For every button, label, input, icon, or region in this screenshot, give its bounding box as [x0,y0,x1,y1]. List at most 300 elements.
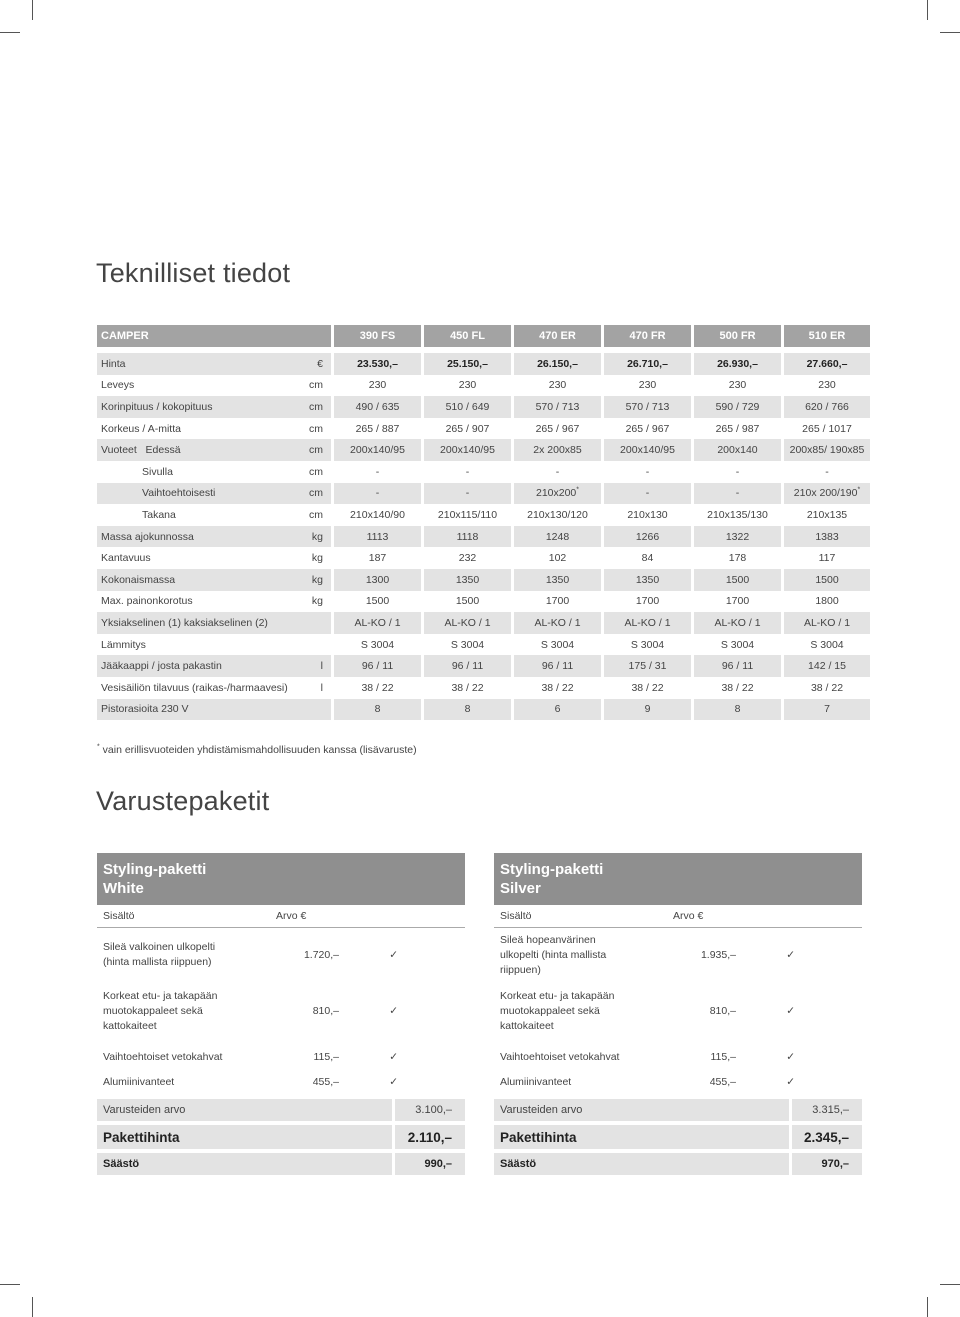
package-price: 2.345,– [803,1129,849,1145]
package-price-row [494,1125,862,1149]
equipment-value-label: Varusteiden arvo [97,1099,395,1121]
spec-row-unit [309,699,334,721]
spec-cell-value: 210x140/90 [350,508,405,521]
spec-cell-value: - [645,465,650,478]
spec-cell-value: 265 / 887 [355,422,400,435]
spec-row [97,677,870,699]
spec-cell-value: 1350 [635,573,660,586]
package-item [494,985,862,1037]
check-icon: ✓ [786,1051,795,1063]
spec-cell [424,439,514,461]
crop-mark [940,1284,960,1285]
spec-header-row [97,325,870,347]
model-header: 450 FL [424,325,514,347]
spec-cell [424,677,514,699]
spec-row [97,375,870,397]
spec-row-label: Lämmitys [97,634,309,656]
spec-cell [694,461,784,483]
spec-cell [694,418,784,440]
spec-cell-value: 570 / 713 [625,400,670,413]
package-item [97,1071,465,1093]
spec-cell-value: S 3004 [720,638,755,651]
model-header: 470 ER [514,325,604,347]
spec-cell [334,569,424,591]
package-subtitle: White [103,880,144,897]
spec-cell [784,418,870,440]
spec-cell [694,483,784,505]
spec-cell [424,612,514,634]
spec-cell-value: - [735,465,740,478]
spec-cell [604,634,694,656]
spec-cell [694,504,784,526]
spec-cell [514,591,604,613]
spec-cell [424,461,514,483]
footnote-mark: * [576,486,580,494]
spec-cell-value: 200x140 [717,444,758,457]
check-icon: ✓ [389,1005,398,1017]
package-card [97,853,465,1175]
spec-cell [514,483,604,505]
package-item-name: Vaihtoehtoiset vetokahvat [103,1050,223,1063]
spec-cell-value: - [375,487,380,500]
spec-cell [694,353,784,375]
check-icon: ✓ [389,1051,398,1063]
spec-cell-value: 200x85/ 190x85 [789,444,865,457]
spec-cell-value: 1350 [545,573,570,586]
spec-cell [784,591,870,613]
spec-row [97,504,870,526]
spec-cell [514,526,604,548]
spec-row [97,439,870,461]
spec-cell-value: 590 / 729 [715,400,760,413]
spec-cell [334,418,424,440]
spec-cell-value: 570 / 713 [535,400,580,413]
spec-cell-value: 1350 [455,573,480,586]
spec-cell [334,439,424,461]
spec-row [97,547,870,569]
spec-cell [784,504,870,526]
spec-cell [784,699,870,721]
spec-cell-value: 178 [728,552,747,565]
spec-cell-value: 26.710,– [627,357,668,370]
package-columns [97,905,465,928]
spec-row-label: Sivulla [97,461,309,483]
spec-cell-value: 96 / 11 [451,660,484,673]
spec-cell [424,655,514,677]
spec-cell-value: 230 [548,379,567,392]
spec-cell-value: 23.530,– [357,357,398,370]
footnote-mark: * [97,743,100,751]
spec-cell-value: 230 [728,379,747,392]
package-item-price: 810,– [312,1005,339,1017]
spec-row [97,396,870,418]
spec-cell [424,483,514,505]
spec-cell-value: 38 / 22 [631,681,664,694]
spec-row-label: Vaihtoehtoisesti [97,483,309,505]
spec-cell [514,353,604,375]
spec-cell [604,418,694,440]
spec-cell-value: 200x140/95 [620,444,675,457]
spec-cell-value: 96 / 11 [721,660,754,673]
spec-cell-value: 26.930,– [717,357,758,370]
package-item-price: 455,– [709,1076,736,1088]
package-columns [494,905,862,928]
savings-value: 990,– [424,1158,452,1170]
spec-row-label: Hinta [97,353,309,375]
spec-row [97,418,870,440]
package-item-price: 115,– [710,1051,736,1063]
spec-cell [334,375,424,397]
spec-cell-value: 1383 [815,530,839,543]
spec-cell [424,418,514,440]
model-header: 390 FS [334,325,424,347]
spec-cell [784,569,870,591]
spec-row-label: Vesisäiliön tilavuus (raikas-/harmaavesi) [97,677,309,699]
savings-row [97,1153,465,1175]
spec-cell-value: S 3004 [360,638,395,651]
spec-cell [514,439,604,461]
spec-cell-value: - [465,465,470,478]
check-icon: ✓ [389,949,398,961]
spec-cell-value: 7 [824,703,830,716]
spec-cell [784,483,870,505]
spec-row [97,526,870,548]
spec-row-label: Max. painonkorotus [97,591,309,613]
spec-cell-value: 26.150,– [537,357,578,370]
check-icon: ✓ [786,1005,795,1017]
equipment-value: 3.315,– [812,1104,849,1116]
spec-cell-value: 265 / 967 [625,422,670,435]
package-header [494,853,862,905]
spec-cell [424,396,514,418]
spec-cell-value: 210x200 [535,487,577,500]
spec-cell-value: 102 [548,552,567,565]
spec-cell [514,677,604,699]
page-title-packages: Varustepaketit [96,786,270,816]
spec-row [97,612,870,634]
spec-cell-value: 1118 [456,530,479,543]
spec-cell-value: AL-KO / 1 [354,616,401,629]
spec-cell [334,634,424,656]
spec-cell [784,353,870,375]
package-card [494,853,862,1175]
spec-cell [694,612,784,634]
package-price-label: Pakettihinta [97,1125,395,1149]
spec-cell [604,569,694,591]
spec-cell-value: - [555,465,560,478]
spec-cell-value: 1300 [365,573,390,586]
spec-cell-value: - [465,487,470,500]
spec-cell-value: 230 [818,379,836,392]
spec-cell-value: 84 [641,552,654,565]
spec-cell [694,699,784,721]
spec-cell-value: S 3004 [540,638,575,651]
spec-cell-value: 1500 [725,573,750,586]
package-price: 2.110,– [407,1129,452,1145]
spec-cell [334,612,424,634]
spec-cell-value: 265 / 907 [445,422,490,435]
spec-cell-value: 265 / 987 [715,422,760,435]
spec-cell-value: 175 / 31 [628,660,667,673]
spec-cell [424,634,514,656]
spec-cell [604,439,694,461]
spec-cell [694,677,784,699]
spec-cell-value: 8 [464,703,471,716]
spec-row-unit: l [309,677,334,699]
crop-mark [927,1297,928,1317]
footnote-text: vain erillisvuoteiden yhdistämismahdollisuuden kanssa (lisävaruste) [102,744,417,756]
spec-cell [784,526,870,548]
spec-cell-value: 620 / 766 [805,400,849,413]
spec-cell [694,569,784,591]
spec-cell [424,569,514,591]
spec-row-unit: kg [309,569,334,591]
spec-cell-value: AL-KO / 1 [444,616,491,629]
spec-cell [514,699,604,721]
spec-cell-value: 210x115/110 [437,508,498,521]
spec-cell [604,547,694,569]
spec-cell-value: AL-KO / 1 [624,616,671,629]
spec-cell [514,504,604,526]
spec-cell-value: 1500 [815,573,839,586]
spec-cell [424,504,514,526]
spec-row-label: Jääkaappi / josta pakastin [97,655,309,677]
spec-cell [514,612,604,634]
savings-label: Säästö [494,1153,792,1175]
spec-cell-value: 232 [458,552,477,565]
spec-cell-value: S 3004 [810,638,844,651]
package-item-price: 1.935,– [700,949,736,961]
spec-cell [604,483,694,505]
spec-cell [514,569,604,591]
spec-cell [604,526,694,548]
crop-mark [927,0,928,20]
package-item [494,1071,862,1093]
spec-cell-value: 38 / 22 [810,681,844,694]
spec-cell-value: 265 / 967 [535,422,580,435]
spec-cell [514,418,604,440]
spec-cell [424,526,514,548]
spec-cell [784,677,870,699]
spec-row-label: Takana [97,504,309,526]
spec-row [97,634,870,656]
equipment-value: 3.100,– [415,1104,452,1116]
spec-cell-value: 1700 [545,595,570,608]
spec-cell [514,655,604,677]
spec-cell [334,504,424,526]
savings-label: Säästö [97,1153,395,1175]
package-header [97,853,465,905]
spec-cell-value: 210x135 [806,508,848,521]
model-header: 510 ER [784,325,870,347]
spec-cell [604,612,694,634]
spec-cell-value: 1322 [725,530,750,543]
spec-row [97,591,870,613]
model-header: 500 FR [694,325,784,347]
spec-cell-value: 200x140/95 [440,444,495,457]
spec-row [97,569,870,591]
spec-cell [694,375,784,397]
spec-cell-value: 96 / 11 [541,660,574,673]
spec-row-label: Korinpituus / kokopituus [97,396,309,418]
spec-cell [604,375,694,397]
spec-cell-value: 96 / 11 [361,660,394,673]
spec-row-unit: € [309,353,334,375]
spec-cell [784,547,870,569]
spec-row-unit: kg [309,591,334,613]
spec-cell [334,396,424,418]
spec-row [97,699,870,721]
package-item-price: 810,– [709,1005,736,1017]
spec-row-unit: kg [309,526,334,548]
spec-cell-value: 1500 [365,595,390,608]
spec-cell [424,353,514,375]
spec-cell-value: 25.150,– [447,357,488,370]
spec-cell [334,699,424,721]
spec-cell-value: 265 / 1017 [802,422,852,435]
package-item [97,935,465,975]
spec-cell-value: 230 [638,379,657,392]
spec-cell-value: 1700 [635,595,660,608]
spec-cell-value: AL-KO / 1 [803,616,851,629]
spec-cell [604,353,694,375]
spec-cell-value: 142 / 15 [808,660,846,673]
equipment-value-row [494,1099,862,1121]
spec-cell-value: 8 [734,703,741,716]
savings-value: 970,– [821,1158,849,1170]
spec-cell-value: S 3004 [630,638,665,651]
spec-cell [334,526,424,548]
spec-cell [784,612,870,634]
spec-cell-value: - [825,465,829,478]
spec-cell-value: S 3004 [450,638,485,651]
page-title-specs: Teknilliset tiedot [96,258,291,288]
spec-cell-value: 210x 200/190 [793,487,858,500]
column-value: Arvo € [276,910,307,922]
spec-cell [604,504,694,526]
spec-cell [604,677,694,699]
spec-cell-value: 38 / 22 [361,681,394,694]
column-value: Arvo € [673,910,704,922]
spec-table [97,325,870,720]
spec-cell [334,483,424,505]
spec-row-label: Leveys [97,375,309,397]
package-item-price: 115,– [313,1051,339,1063]
package-item-name: Vaihtoehtoiset vetokahvat [500,1050,620,1063]
crop-mark [32,1297,33,1317]
spec-cell-value: 210x130 [627,508,668,521]
package-item [494,935,862,975]
spec-row-unit: cm [309,418,334,440]
spec-cell [604,461,694,483]
spec-cell-value: 200x140/95 [350,444,405,457]
spec-cell [514,634,604,656]
spec-cell [424,591,514,613]
package-item-price: 455,– [312,1076,339,1088]
spec-cell [784,461,870,483]
spec-cell [334,461,424,483]
package-price-label: Pakettihinta [494,1125,792,1149]
spec-cell [334,655,424,677]
spec-cell [514,547,604,569]
spec-cell [784,634,870,656]
spec-cell-value: 210x130/120 [527,508,588,521]
spec-row-label: Vuoteet Edessä [97,439,309,461]
spec-cell [334,547,424,569]
crop-mark [0,1284,20,1285]
crop-mark [940,32,960,33]
spec-row [97,353,870,375]
spec-cell-value: 38 / 22 [541,681,574,694]
column-content: Sisältö [103,910,135,922]
spec-cell-value: 1248 [545,530,570,543]
spec-cell-value: 230 [368,379,387,392]
package-item-name: Sileä valkoinen ulkopelti (hinta mallista riippuen) [103,941,216,968]
spec-cell [604,699,694,721]
spec-row-label: Kantavuus [97,547,309,569]
footnote [97,744,417,756]
spec-cell-value: 230 [458,379,477,392]
spec-row-unit: cm [309,396,334,418]
package-title: Styling-paketti [103,861,207,878]
package-price-row [97,1125,465,1149]
crop-mark [32,0,33,20]
check-icon: ✓ [786,1076,795,1088]
spec-cell-value: - [735,487,740,500]
spec-row [97,461,870,483]
spec-cell-value: - [645,487,650,500]
spec-cell [514,461,604,483]
spec-cell-value: 8 [374,703,381,716]
spec-cell [694,655,784,677]
spec-cell-value: 27.660,– [806,357,848,370]
spec-cell-value: 1700 [725,595,750,608]
spec-cell-value: 1500 [455,595,480,608]
spec-row-unit: cm [309,439,334,461]
savings-row [494,1153,862,1175]
spec-cell [694,396,784,418]
spec-row [97,655,870,677]
package-item [97,1046,465,1068]
spec-cell [694,439,784,461]
spec-cell [424,375,514,397]
package-item-name: Korkeat etu- ja takapään muotokappaleet sekä kattokaiteet [103,989,218,1032]
spec-cell-value: 510 / 649 [445,400,490,413]
spec-cell [334,591,424,613]
column-content: Sisältö [500,910,532,922]
spec-cell-value: 490 / 635 [355,400,400,413]
spec-cell [694,634,784,656]
spec-cell [604,396,694,418]
spec-cell-value: 1266 [635,530,660,543]
spec-cell-value: - [375,465,380,478]
check-icon: ✓ [389,1076,398,1088]
spec-row-label: Pistorasioita 230 V [97,699,309,721]
spec-row-label: Massa ajokunnossa [97,526,309,548]
spec-cell-value: 9 [644,703,651,716]
spec-cell [694,591,784,613]
package-item-name: Korkeat etu- ja takapään muotokappaleet sekä kattokaiteet [500,989,615,1032]
spec-cell [784,439,870,461]
spec-cell-value: 1113 [366,530,389,543]
spec-cell [694,547,784,569]
crop-mark [0,32,20,33]
spec-cell [604,591,694,613]
spec-cell-value: AL-KO / 1 [714,616,761,629]
package-item [97,985,465,1037]
spec-cell [784,396,870,418]
equipment-value-row [97,1099,465,1121]
